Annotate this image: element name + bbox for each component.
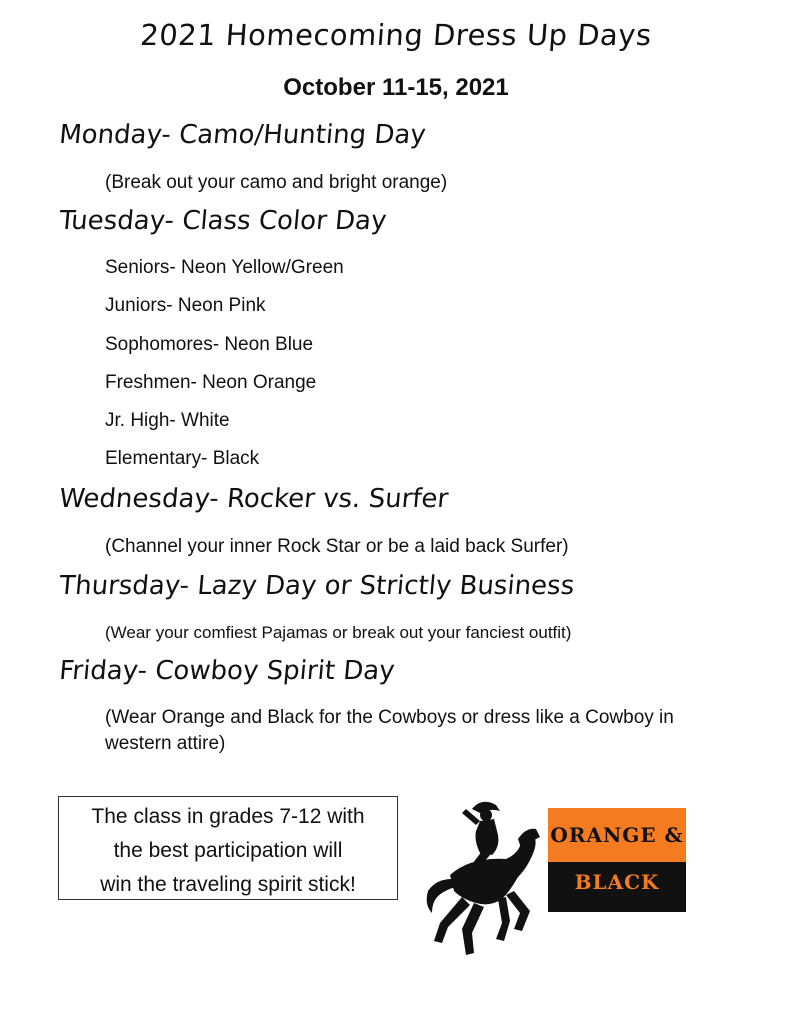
class-color-seniors: Seniors- Neon Yellow/Green (105, 257, 344, 278)
class-color-jr-high: Jr. High- White (105, 410, 230, 431)
event-dates: October 11-15, 2021 (283, 74, 509, 101)
thursday-note: (Wear your comfiest Pajamas or break out your fanciest outfit) (105, 623, 572, 642)
page-title: 2021 Homecoming Dress Up Days (139, 18, 653, 52)
wednesday-note: (Channel your inner Rock Star or be a laid back Surfer) (105, 536, 569, 557)
class-color-juniors: Juniors- Neon Pink (105, 295, 266, 316)
spirit-stick-callout (58, 796, 398, 900)
friday-note: (Wear Orange and Black for the Cowboys or dress like a Cowboy in western attire) (105, 707, 674, 754)
friday-heading: Friday- Cowboy Spirit Day (58, 656, 396, 686)
callout-line: the best participation will (113, 839, 343, 862)
callout-line: The class in grades 7-12 with (91, 805, 365, 828)
tuesday-heading: Tuesday- Class Color Day (58, 206, 388, 236)
monday-heading: Monday- Camo/Hunting Day (58, 120, 428, 150)
class-color-elementary: Elementary- Black (105, 448, 260, 469)
badge-text-black: BLACK (574, 870, 660, 894)
class-color-sophomores: Sophomores- Neon Blue (105, 334, 314, 355)
orange-black-badge (548, 808, 686, 912)
badge-text-orange: ORANGE & (550, 823, 684, 847)
monday-note: (Break out your camo and bright orange) (105, 172, 448, 193)
bucking-horse-cowboy-icon (410, 795, 545, 960)
callout-line: win the traveling spirit stick! (100, 873, 356, 896)
class-color-freshmen: Freshmen- Neon Orange (105, 372, 317, 393)
wednesday-heading: Wednesday- Rocker vs. Surfer (58, 484, 450, 514)
thursday-heading: Thursday- Lazy Day or Strictly Business (58, 571, 576, 601)
